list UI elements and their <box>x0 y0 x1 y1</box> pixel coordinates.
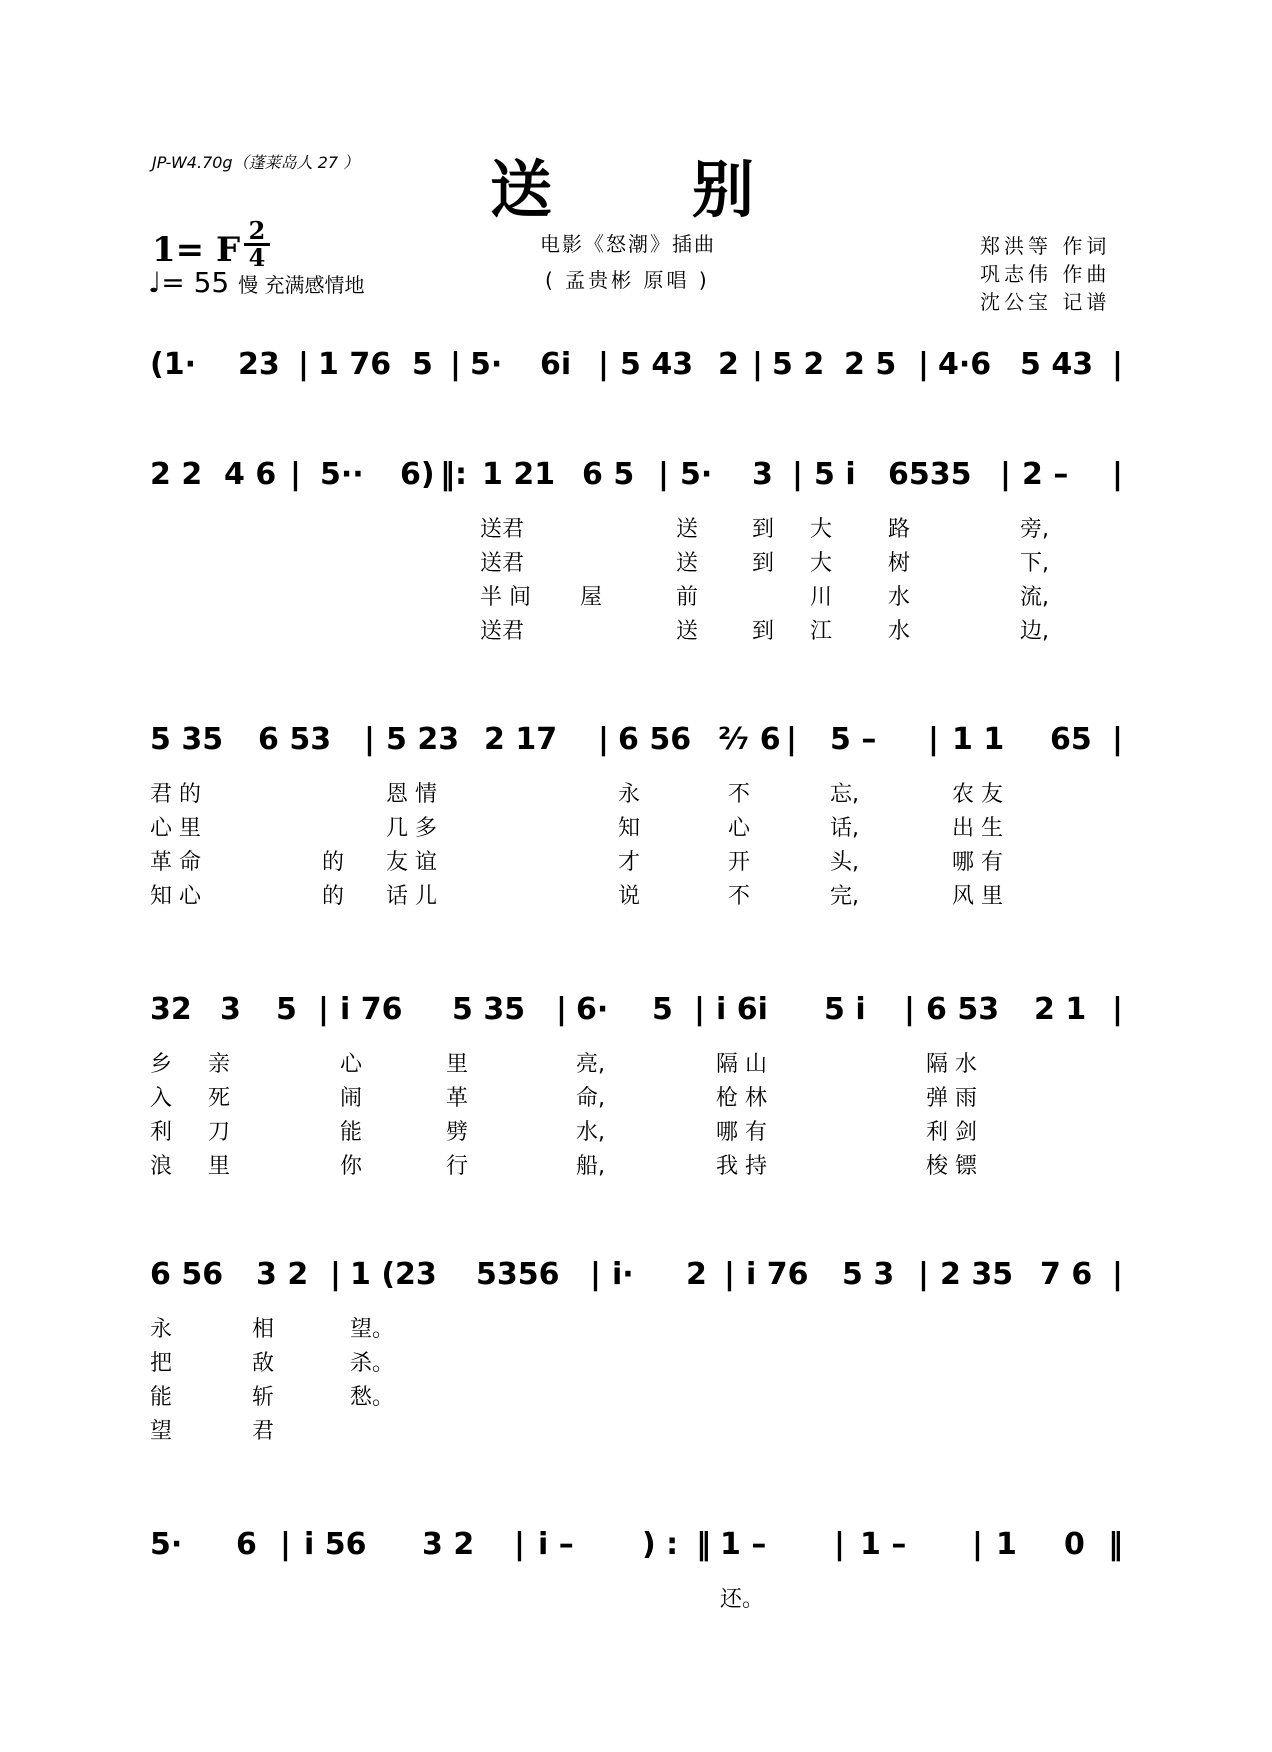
lyric-word: 话 儿 <box>386 884 437 909</box>
score-line <box>0 345 1272 405</box>
bar-line: | <box>972 1527 983 1562</box>
note-group: i· <box>612 1257 634 1292</box>
note-group: 3 <box>752 457 773 492</box>
lyric-word: 闹 <box>340 1086 363 1111</box>
tempo-value: ♩= 55 <box>148 266 230 299</box>
credit-composer: 巩志伟 作曲 <box>980 262 1111 286</box>
tempo-mark <box>148 266 364 299</box>
lyric-word: 树 <box>888 551 911 576</box>
note-group: 2 2 <box>150 457 203 492</box>
note-group: 3 2 <box>256 1257 309 1292</box>
lyric-word: 把 <box>150 1351 173 1376</box>
lyric-word: 屋 <box>580 585 603 610</box>
note-group: 6 53 <box>258 722 332 757</box>
lyric-verse <box>0 1417 1272 1447</box>
note-group: 6 <box>236 1527 257 1562</box>
lyric-word: 头, <box>830 850 859 875</box>
lyric-word: 梭 镖 <box>926 1154 977 1179</box>
lyric-word: 到 <box>752 551 775 576</box>
credit-transcriber: 沈公宝 记谱 <box>980 290 1111 314</box>
note-group: 1 <box>996 1527 1017 1562</box>
lyric-word: 入 <box>150 1086 173 1111</box>
lyric-word: 心 <box>340 1052 363 1077</box>
note-group: 6) <box>400 457 435 492</box>
note-group: 0 <box>1064 1527 1085 1562</box>
lyric-word: 边, <box>1020 619 1049 644</box>
lyric-word: 路 <box>888 517 911 542</box>
bar-line: | <box>590 1257 601 1292</box>
lyric-word: 话, <box>830 816 859 841</box>
lyric-verse <box>0 1349 1272 1379</box>
lyric-word: 的 <box>322 850 345 875</box>
key-signature: 1= F <box>152 230 241 270</box>
lyric-word: 农 友 <box>952 782 1003 807</box>
lyric-word: 杀。 <box>350 1351 395 1376</box>
note-group: 2 <box>686 1257 707 1292</box>
lyric-word: 乡 <box>150 1052 173 1077</box>
note-group: 5 2 <box>772 347 825 382</box>
lyric-verse <box>0 780 1272 810</box>
note-group: 5 i <box>814 457 856 492</box>
note-group: 5 43 <box>620 347 694 382</box>
note-group: 5· <box>680 457 713 492</box>
lyric-word: 劈 <box>446 1120 469 1145</box>
lyric-word: 心 里 <box>150 816 201 841</box>
lyric-word: 风 里 <box>952 884 1003 909</box>
lyric-word: 送君 <box>480 619 525 644</box>
lyric-verse <box>0 515 1272 545</box>
lyric-word: 隔 水 <box>926 1052 977 1077</box>
lyric-word: 送君 <box>480 551 525 576</box>
lyric-word: 哪 有 <box>716 1120 767 1145</box>
lyric-word: 完, <box>830 884 859 909</box>
lyric-word: 还。 <box>720 1587 765 1612</box>
note-group: 5 i <box>824 992 866 1027</box>
lyric-word: 你 <box>340 1154 363 1179</box>
note-group: 2 5 <box>844 347 897 382</box>
bar-line: | <box>658 457 669 492</box>
bar-line: | <box>514 1527 525 1562</box>
original-singer: ( 孟贵彬 原唱 ) <box>545 268 710 292</box>
bar-line: | <box>786 722 797 757</box>
bar-line: | <box>1112 1257 1123 1292</box>
note-group: i 76 <box>746 1257 809 1292</box>
bar-line: | <box>298 347 309 382</box>
lyric-verse <box>0 848 1272 878</box>
note-group: 2 35 <box>940 1257 1014 1292</box>
lyric-verse <box>0 1152 1272 1182</box>
note-group: 5·· <box>320 457 364 492</box>
note-group: 3 <box>220 992 241 1027</box>
note-group: 5356 <box>476 1257 560 1292</box>
score-line <box>0 1255 1272 1315</box>
bar-line: ‖: <box>440 457 467 492</box>
lyric-word: 能 <box>150 1385 173 1410</box>
expression-mark: 慢 充满感情地 <box>238 273 365 297</box>
lyric-word: 里 <box>208 1154 231 1179</box>
lyric-word: 心 <box>728 816 751 841</box>
note-group: 5 23 <box>386 722 460 757</box>
note-group: 6 56 <box>618 722 692 757</box>
lyric-verse <box>0 1050 1272 1080</box>
meter-bottom: 4 <box>248 243 266 272</box>
lyric-word: 哪 有 <box>952 850 1003 875</box>
lyric-word: 革 命 <box>150 850 201 875</box>
note-group: 2 – <box>1022 457 1069 492</box>
lyric-word: 亮, <box>576 1052 605 1077</box>
bar-line: | <box>1112 457 1123 492</box>
bar-line: | <box>694 992 705 1027</box>
lyric-word: 死 <box>208 1086 231 1111</box>
score-line <box>0 455 1272 515</box>
lyric-word: 前 <box>676 585 699 610</box>
lyric-word: 忘, <box>830 782 859 807</box>
note-group: 6 56 <box>150 1257 224 1292</box>
lyric-word: 到 <box>752 517 775 542</box>
lyric-word: 友 谊 <box>386 850 437 875</box>
lyric-word: 敌 <box>252 1351 275 1376</box>
bar-line: | <box>928 722 939 757</box>
note-group: 5 <box>276 992 297 1027</box>
lyric-verse <box>0 583 1272 613</box>
note-group: 1 76 <box>318 347 392 382</box>
lyric-verse <box>0 882 1272 912</box>
lyric-word: 到 <box>752 619 775 644</box>
note-group: 5· <box>470 347 503 382</box>
lyric-word: 斩 <box>252 1385 275 1410</box>
lyric-word: 能 <box>340 1120 363 1145</box>
bar-line: | <box>598 347 609 382</box>
lyric-word: 的 <box>322 884 345 909</box>
bar-line: | <box>918 347 929 382</box>
lyric-word: 恩 情 <box>386 782 437 807</box>
lyric-word: 旁, <box>1020 517 1049 542</box>
bar-line: | <box>280 1527 291 1562</box>
lyric-word: 水, <box>576 1120 605 1145</box>
lyric-word: 送 <box>676 619 699 644</box>
bar-line: ‖ <box>1108 1527 1123 1562</box>
note-group: 32 <box>150 992 192 1027</box>
note-group: 2 17 <box>484 722 558 757</box>
bar-line: | <box>1112 347 1123 382</box>
note-group: 5 35 <box>150 722 224 757</box>
page-title: 送别 <box>490 153 895 226</box>
lyric-word: 不 <box>728 782 751 807</box>
note-group: 4 6 <box>224 457 277 492</box>
lyric-verse <box>0 1084 1272 1114</box>
lyric-word: 望 <box>150 1419 173 1444</box>
lyric-word: 水 <box>888 619 911 644</box>
bar-line: | <box>318 992 329 1027</box>
lyric-word: 大 <box>810 517 833 542</box>
note-group: 5 – <box>830 722 877 757</box>
note-group: 5· <box>150 1527 183 1562</box>
lyric-word: 半 间 <box>480 585 531 610</box>
lyric-word: 愁。 <box>350 1385 395 1410</box>
note-group: ) : <box>642 1527 679 1562</box>
bar-line: | <box>918 1257 929 1292</box>
lyric-word: 说 <box>618 884 641 909</box>
bar-line: | <box>364 722 375 757</box>
note-group: 6i <box>540 347 572 382</box>
lyric-verse <box>0 1383 1272 1413</box>
score-line <box>0 1525 1272 1585</box>
lyric-word: 枪 林 <box>716 1086 767 1111</box>
lyric-verse <box>0 814 1272 844</box>
lyric-word: 命, <box>576 1086 605 1111</box>
lyric-word: 大 <box>810 551 833 576</box>
lyric-word: 行 <box>446 1154 469 1179</box>
lyric-word: 隔 山 <box>716 1052 767 1077</box>
score-line <box>0 720 1272 780</box>
lyric-word: 革 <box>446 1086 469 1111</box>
note-group: 5 <box>652 992 673 1027</box>
lyric-word: 江 <box>810 619 833 644</box>
lyric-word: 水 <box>888 585 911 610</box>
bar-line: | <box>792 457 803 492</box>
lyric-word: 弹 雨 <box>926 1086 977 1111</box>
lyric-word: 才 <box>618 850 641 875</box>
note-group: i 76 <box>340 992 403 1027</box>
score-line <box>0 990 1272 1050</box>
note-group: i – <box>538 1527 574 1562</box>
lyric-word: 送君 <box>480 517 525 542</box>
lyric-word: 永 <box>618 782 641 807</box>
note-group: 6· <box>576 992 609 1027</box>
lyric-word: 刀 <box>208 1120 231 1145</box>
lyric-verse <box>0 617 1272 647</box>
bar-line: | <box>724 1257 735 1292</box>
lyric-word: 望。 <box>350 1317 395 1342</box>
lyric-word: 出 生 <box>952 816 1003 841</box>
source-code: JP-W4.70g（蓬莱岛人 27 ） <box>152 153 360 172</box>
lyric-word: 下, <box>1020 551 1049 576</box>
subtitle: 电影《怒潮》插曲 <box>540 232 716 256</box>
lyric-word: 相 <box>252 1317 275 1342</box>
note-group: 6 53 <box>926 992 1000 1027</box>
lyric-word: 君 的 <box>150 782 201 807</box>
note-group: i 56 <box>304 1527 367 1562</box>
lyric-word: 利 剑 <box>926 1120 977 1145</box>
credit-lyricist: 郑洪等 作词 <box>980 234 1111 258</box>
note-group: i 6i <box>716 992 768 1027</box>
note-group: (1· <box>150 347 196 382</box>
bar-line: | <box>290 457 301 492</box>
lyric-word: 我 持 <box>716 1154 767 1179</box>
note-group: 1 (23 <box>350 1257 437 1292</box>
bar-line: | <box>556 992 567 1027</box>
lyric-verse <box>0 1118 1272 1148</box>
bar-line: | <box>834 1527 845 1562</box>
note-group: 2 <box>718 347 739 382</box>
note-group: 1 – <box>860 1527 907 1562</box>
note-group: 3 2 <box>422 1527 475 1562</box>
lyric-word: 利 <box>150 1120 173 1145</box>
lyric-verse <box>0 1585 1272 1615</box>
lyric-word: 不 <box>728 884 751 909</box>
note-group: 65 <box>1050 722 1092 757</box>
note-group: 4·6 <box>938 347 992 382</box>
note-group: 5 43 <box>1020 347 1094 382</box>
note-group: 6 5 <box>582 457 635 492</box>
note-group: 23 <box>238 347 280 382</box>
lyric-word: 君 <box>252 1419 275 1444</box>
bar-line: ‖ <box>696 1527 711 1562</box>
note-group: 5 35 <box>452 992 526 1027</box>
lyric-word: 里 <box>446 1052 469 1077</box>
lyric-verse <box>0 549 1272 579</box>
bar-line: | <box>598 722 609 757</box>
lyric-word: 送 <box>676 551 699 576</box>
lyric-word: 开 <box>728 850 751 875</box>
lyric-word: 船, <box>576 1154 605 1179</box>
note-group: 1 1 <box>952 722 1005 757</box>
note-group: 7 6 <box>1040 1257 1093 1292</box>
bar-line: | <box>330 1257 341 1292</box>
lyric-verse <box>0 1315 1272 1345</box>
lyric-word: 知 <box>618 816 641 841</box>
note-group: 2 1 <box>1034 992 1087 1027</box>
note-group: 5 3 <box>842 1257 895 1292</box>
lyric-word: 流, <box>1020 585 1049 610</box>
lyric-word: 几 多 <box>386 816 437 841</box>
note-group: 1 – <box>720 1527 767 1562</box>
note-group: 5 <box>412 347 433 382</box>
lyric-word: 浪 <box>150 1154 173 1179</box>
lyric-word: 亲 <box>208 1052 231 1077</box>
note-group: 6535 <box>888 457 972 492</box>
bar-line: | <box>1112 992 1123 1027</box>
lyric-word: 送 <box>676 517 699 542</box>
time-signature <box>244 216 270 272</box>
bar-line: | <box>1112 722 1123 757</box>
lyric-word: 永 <box>150 1317 173 1342</box>
note-group: 1 21 <box>482 457 556 492</box>
lyric-word: 川 <box>810 585 833 610</box>
lyric-word: 知 心 <box>150 884 201 909</box>
note-group: ²⁄₇ 6 <box>718 722 781 757</box>
bar-line: | <box>1000 457 1011 492</box>
bar-line: | <box>752 347 763 382</box>
meter-top: 2 <box>248 216 266 245</box>
bar-line: | <box>904 992 915 1027</box>
bar-line: | <box>450 347 461 382</box>
